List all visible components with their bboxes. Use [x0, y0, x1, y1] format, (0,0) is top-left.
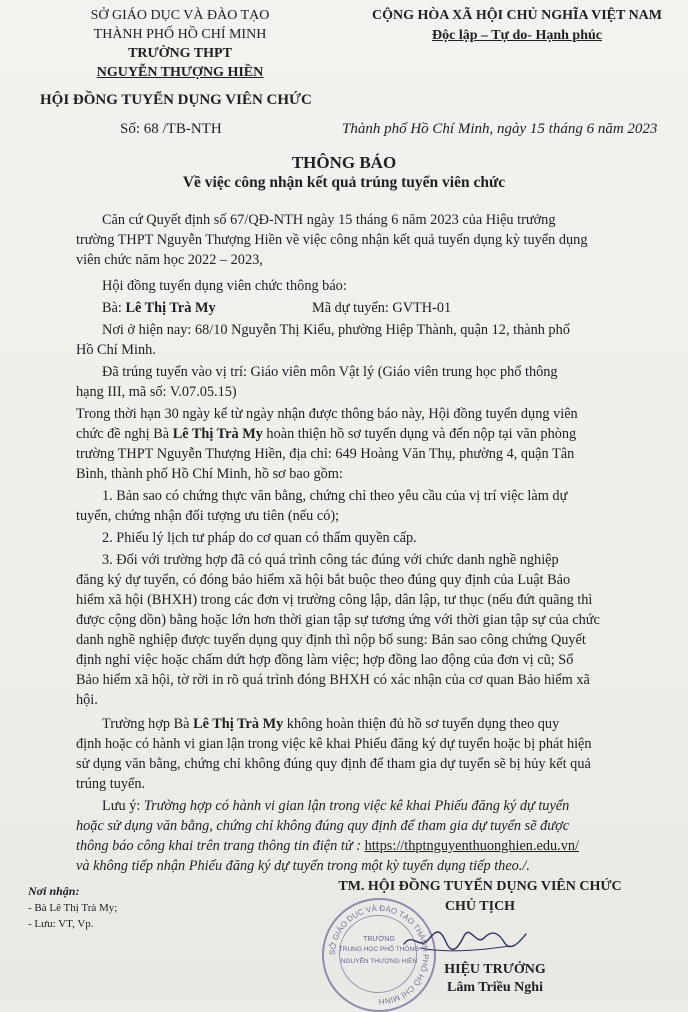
candidate-code: Mã dự tuyển: GVTH-01 [312, 300, 452, 316]
note-label: Lưu ý: [102, 798, 144, 814]
signer-name: Lâm Triều Nghi [447, 980, 543, 995]
header-nation: CỘNG HÒA XÃ HỘI CHỦ NGHĨA VIỆT NAM [371, 8, 662, 23]
recipients-label: Nơi nhận: [28, 884, 80, 898]
note-line-3 [76, 836, 579, 856]
address-line-2: Hồ Chí Minh. [76, 342, 156, 358]
document-subtitle: Về việc công nhận kết quả trúng tuyển viên chức [182, 174, 506, 191]
document-title: THÔNG BÁO [291, 153, 397, 172]
note-line-2: hoặc sử dụng văn bằng, chứng chỉ không đúng quy định để tham gia dự tuyển sẽ được [76, 818, 570, 834]
item1-line-2: tuyển, chứng nhận đối tượng ưu tiên (nếu có); [76, 508, 340, 524]
header-motto: Độc lập – Tự do- Hạnh phúc [432, 28, 602, 43]
deadline-text-b: hoàn thiện hồ sơ tuyển dụng và đến nộp tại văn phòng [262, 426, 577, 442]
recipient-item: - Lưu: VT, Vp. [28, 918, 94, 930]
school-website-link[interactable]: https://thptnguyenthuonghien.edu.vn/ [364, 838, 580, 854]
item3-line-3: hiểm xã hội (BHXH) trong các đơn vị trường công lập, dân lập, tư thục (nếu đứt quãng thì [76, 592, 593, 608]
position-line-2: hạng III, mã số: V.07.05.15) [76, 384, 237, 400]
item3-line-2: đăng ký dự tuyển, có đóng bảo hiểm xã hội bắt buộc theo đúng quy định của Luật Bảo [76, 572, 571, 588]
announce-line: Hội đồng tuyển dụng viên chức thông báo: [102, 278, 347, 294]
document-date: Thành phố Hồ Chí Minh, ngày 15 tháng 6 năm 2023 [342, 121, 658, 137]
deadline-line-4: Bình, thành phố Hồ Chí Minh, hồ sơ bao gồm: [76, 466, 343, 482]
item3-line-6: định nghỉ việc hoặc chấm dứt hợp đồng làm việc; hợp đồng lao động của đơn vị cũ; Sổ [76, 652, 574, 668]
failure-text-a: Trường hợp Bà [102, 716, 194, 732]
failure-candidate-name: Lê Thị Trà My [193, 716, 284, 732]
seal-text-3: NGUYỄN THƯỢNG HIỀN [340, 958, 418, 965]
item3-line-4: được cộng dồn) bằng hoặc lớn hơn thời gian tập sự tương ứng với thời gian tập sự của chức [76, 612, 600, 628]
failure-line-3: sử dụng văn bằng, chứng chỉ không đúng quy định để tham gia dự tuyển sẽ bị hủy kết quả [76, 756, 591, 772]
item3-line-8: hội. [76, 692, 98, 708]
position-line-1: Đã trúng tuyển vào vị trí: Giáo viên môn Vật lý (Giáo viên trung học phổ thông [102, 364, 558, 380]
note-text-3: thông báo công khai trên trang thông tin điện tử : [76, 838, 365, 854]
item3-line-1: 3. Đối với trường hợp đã có quá trình công tác đúng với chức danh nghề nghiệp [102, 552, 559, 568]
note-line-1 [102, 796, 569, 816]
svg-text:SỞ GIÁO DỤC VÀ ĐÀO TẠO THÀNH P: SỞ GIÁO DỤC VÀ ĐÀO TẠO THÀNH PHỐ HỒ CHÍ MINH [327, 903, 431, 1007]
address-line-1: Nơi ở hiện nay: 68/10 Nguyễn Thị Kiểu, phường Hiệp Thành, quận 12, thành phố [102, 322, 570, 338]
seal-text-2: TRUNG HỌC PHỔ THÔNG [338, 946, 420, 953]
signer-title: HIỆU TRƯỞNG [444, 962, 546, 977]
deadline-candidate-name: Lê Thị Trà My [172, 426, 263, 442]
basis-line-3: viên chức năm học 2022 – 2023, [76, 252, 263, 268]
document-number: Số: 68 /TB-NTH [120, 121, 222, 137]
candidate-name: Lê Thị Trà My [125, 300, 216, 316]
item3-line-7: Bảo hiểm xã hội, tờ rời in rõ quá trình đóng BHXH có xác nhận của cơ quan Bảo hiểm xã [76, 672, 590, 688]
note-line-4: và không tiếp nhận Phiếu đăng ký dự tuyển trong một kỳ tuyển dụng tiếp theo./. [76, 858, 530, 874]
recipient-item: - Bà Lê Thị Trà My; [28, 902, 118, 914]
candidate-line [102, 298, 216, 318]
signature-org: TM. HỘI ĐỒNG TUYỂN DỤNG VIÊN CHỨC [338, 879, 622, 894]
basis-line-1: Căn cứ Quyết định số 67/QĐ-NTH ngày 15 tháng 6 năm 2023 của Hiệu trưởng [102, 212, 556, 228]
deadline-text-a: chức đề nghị Bà [76, 426, 173, 442]
failure-text-b: không hoàn thiện đủ hồ sơ tuyển dụng theo quy [283, 716, 560, 732]
header-school-line2: NGUYỄN THƯỢNG HIỀN [96, 65, 264, 80]
item3-line-5: danh nghề nghiệp được tuyển dụng quy định thì nộp bổ sung: Bản sao công chứng Quyết [76, 632, 586, 648]
signature-role: CHỦ TỊCH [444, 899, 516, 914]
header-city: THÀNH PHỐ HỒ CHÍ MINH [93, 27, 267, 42]
item2-line: 2. Phiếu lý lịch tư pháp do cơ quan có thẩm quyền cấp. [102, 530, 417, 546]
item1-line-1: 1. Bản sao có chứng thực văn bằng, chứng chỉ theo yêu cầu của vị trí việc làm dự [102, 488, 568, 504]
deadline-line-3: trường THPT Nguyễn Thượng Hiền, địa chỉ: 649 Hoàng Văn Thụ, phường 4, quận Tân [76, 446, 575, 462]
seal-text-1: TRƯỜNG [363, 936, 395, 943]
deadline-line-1: Trong thời hạn 30 ngày kể từ ngày nhận được thông báo này, Hội đồng tuyển dụng viên [76, 406, 578, 422]
header-school-line1: TRƯỜNG THPT [128, 46, 232, 61]
failure-line-2: định hoặc có hành vi gian lận trong việc kê khai Phiếu đăng ký dự tuyển hoặc bị phát hiện [76, 736, 592, 752]
candidate-prefix: Bà: [102, 300, 126, 316]
header-dept: SỞ GIÁO DỤC VÀ ĐÀO TẠO [90, 8, 270, 23]
failure-line-4: trúng tuyển. [76, 776, 146, 792]
handwritten-signature-icon [400, 918, 540, 958]
council-name: HỘI ĐỒNG TUYỂN DỤNG VIÊN CHỨC [40, 92, 312, 108]
basis-line-2: trường THPT Nguyễn Thượng Hiền về việc công nhận kết quả tuyển dụng kỳ tuyển dụng [76, 232, 588, 248]
note-text-1: Trường hợp có hành vi gian lận trong việc kê khai Phiếu đăng ký dự tuyển [143, 798, 570, 814]
deadline-line-2 [76, 424, 576, 444]
failure-line-1 [102, 714, 559, 734]
